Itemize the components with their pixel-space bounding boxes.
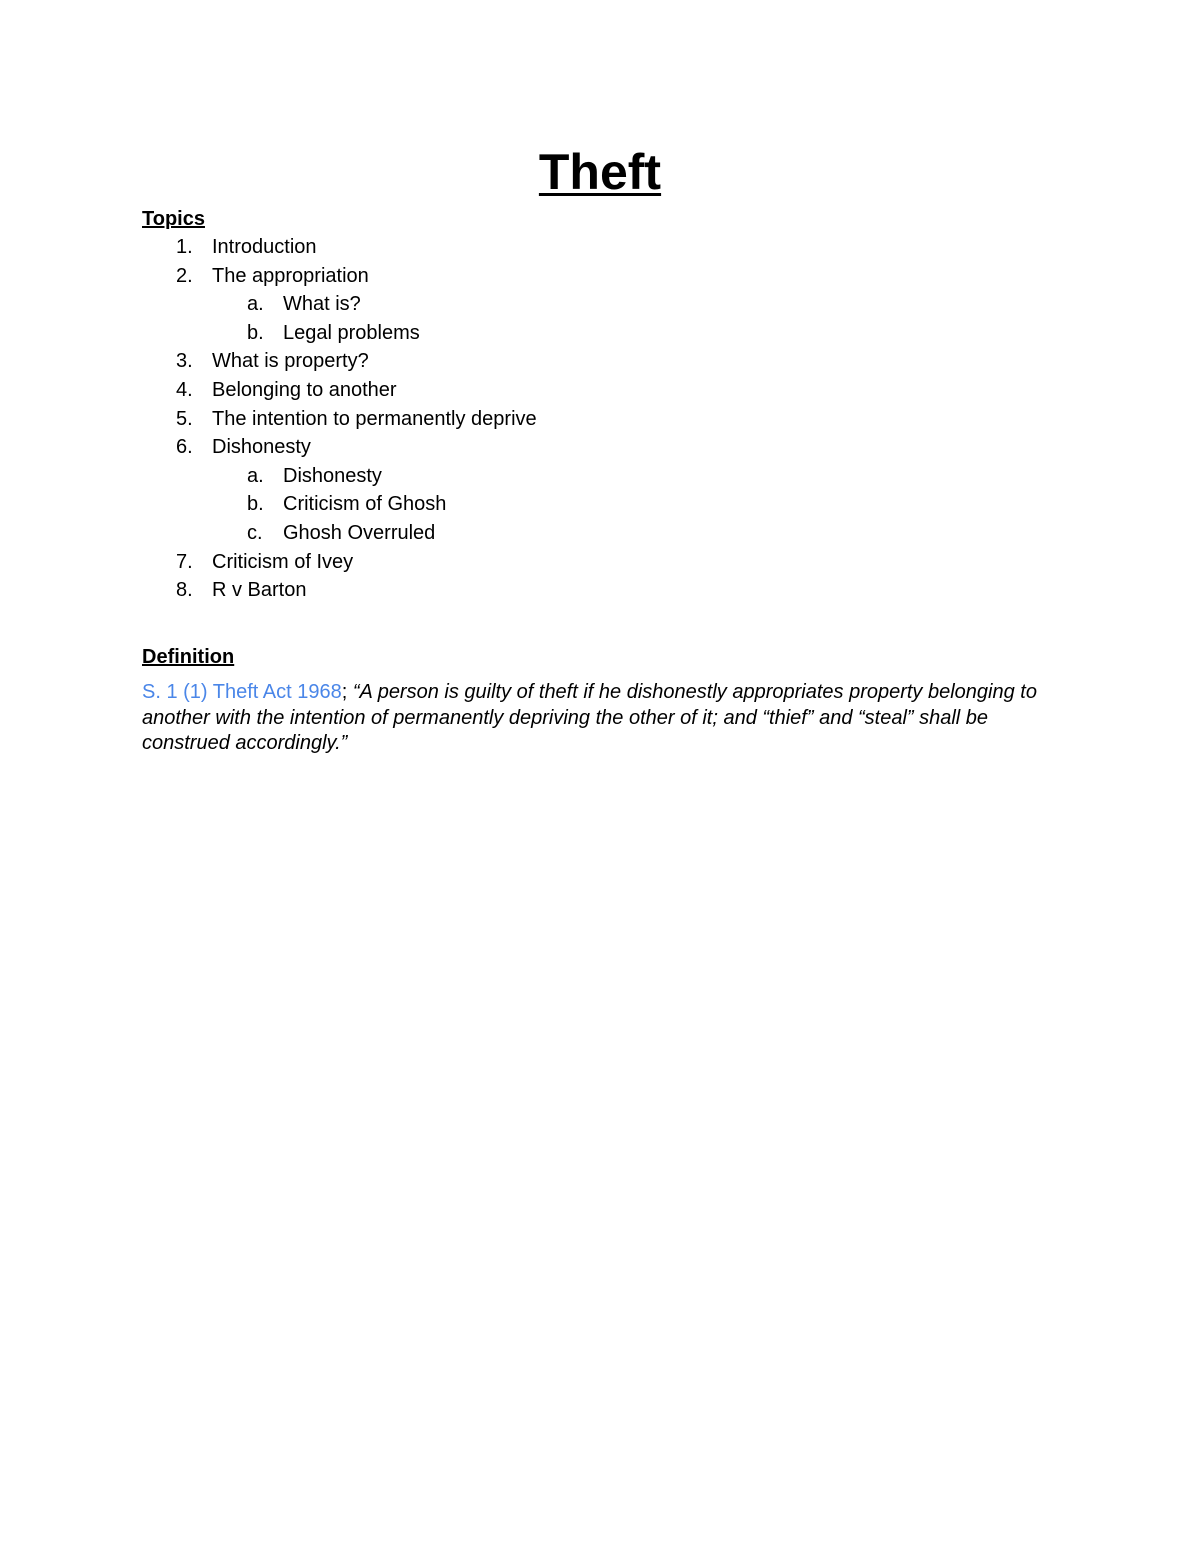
subtopic-item: [142, 490, 1042, 519]
topic-item: [142, 548, 1042, 577]
definition-heading: Definition: [142, 646, 235, 668]
topic-text: The appropriation: [212, 264, 369, 287]
subtopic-item: [142, 462, 1042, 491]
topic-number: 8.: [176, 579, 193, 602]
statute-citation: S. 1 (1) Theft Act 1968: [142, 681, 342, 703]
subtopic-item: [142, 319, 1042, 348]
subtopic-item: [142, 519, 1042, 548]
topics-list: [142, 233, 1042, 605]
topic-number: 7.: [176, 550, 193, 573]
topic-number: 6.: [176, 436, 193, 459]
definition-paragraph: [142, 680, 1042, 757]
subtopic-text: Ghosh Overruled: [283, 521, 436, 544]
subtopic-text: Legal problems: [283, 321, 420, 344]
citation-separator: ;: [341, 681, 353, 703]
topics-heading: Topics: [142, 208, 205, 230]
topic-text: Belonging to another: [212, 378, 397, 401]
subtopic-letter: a.: [247, 464, 264, 487]
topic-text: The intention to permanently deprive: [212, 407, 537, 430]
topic-number: 2.: [176, 264, 193, 287]
topic-text: Introduction: [212, 236, 317, 258]
topic-item: [142, 433, 1042, 462]
topic-text: What is property?: [212, 350, 369, 373]
topic-number: 4.: [176, 378, 193, 401]
topic-text: R v Barton: [212, 579, 307, 602]
subtopic-text: What is?: [283, 293, 361, 316]
topic-text: Criticism of Ivey: [212, 550, 354, 573]
topic-number: 5.: [176, 407, 193, 430]
topic-item: [142, 347, 1042, 376]
topic-item: [142, 576, 1042, 605]
statute-quote: “A person is guilty of theft if he dishonestly appropriates property belonging to another with the intention of permanently depriving the other of it; and “thief” and “steal” shall be construed accordingly.”: [142, 681, 1037, 754]
subtopic-item: [142, 290, 1042, 319]
subtopic-letter: a.: [247, 293, 264, 316]
subtopic-text: Criticism of Ghosh: [283, 493, 447, 516]
subtopic-letter: b.: [247, 321, 264, 344]
subtopic-text: Dishonesty: [283, 464, 382, 487]
page-title: Theft: [538, 144, 662, 200]
topic-item: [142, 376, 1042, 405]
subtopic-letter: c.: [247, 521, 263, 544]
topic-text: Dishonesty: [212, 436, 311, 459]
subtopic-letter: b.: [247, 493, 264, 516]
topic-item: [142, 262, 1042, 291]
topic-number: 3.: [176, 350, 193, 373]
topic-number: 1.: [176, 236, 193, 258]
topic-item: [142, 405, 1042, 434]
topic-item: [142, 233, 1042, 262]
